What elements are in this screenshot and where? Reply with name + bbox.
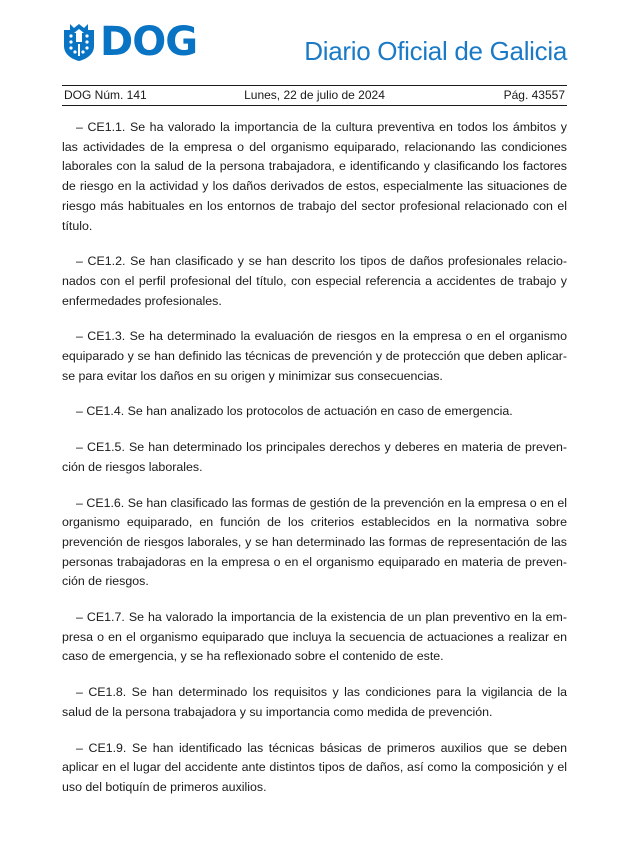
masthead [62,19,567,66]
logo-text: DOG [100,19,198,65]
criterion-paragraph: – CE1.1. Se ha valorado la importancia de la cultura preventiva en todos los ámbitos y las actividades de la empresa o del organismo equiparado, relacionando las condiciones laborales con la salud de la persona trabajadora, e identificando y clasificando los factores de riesgo en la actividad y los daños derivados de estos, especialmente las situaciones de riesgo más habituales en los entornos de trabajo del sector profesional relacionado con el título. [62,120,567,233]
criterion-paragraph: – CE1.2. Se han clasificado y se han descrito los tipos de daños profesionales relacionados con el perfil profesional del título, con especial referencia a accidentes de trabajo y enfermedades profesionales. [62,254,567,308]
page-number: Pág. 43557 [503,88,565,102]
galicia-coat-of-arms-icon [62,22,96,62]
criterion-paragraph: – CE1.7. Se ha valorado la importancia de la existencia de un plan preventivo en la empresa o en el organismo equiparado que incluya la secuencia de actuaciones a realizar en caso de emergencia, y se ha reflexionado sobre el contenido de este. [62,610,567,664]
criterion-paragraph: – CE1.4. Se han analizado los protocolos de actuación en caso de emergencia. [76,404,513,419]
issue-date: Lunes, 22 de julio de 2024 [244,88,385,102]
journal-title: Diario Oficial de Galicia [304,36,567,66]
issue-bar [62,85,567,106]
criterion-paragraph: – CE1.8. Se han determinado los requisitos y las condiciones para la vigilancia de la salud de la persona trabajadora y su importancia como medida de prevención. [62,685,567,719]
criterion-paragraph: – CE1.6. Se han clasificado las formas de gestión de la prevención en la empresa o en el organismo equiparado, en función de los criterios establecidos en la normativa sobre prevención de riesgos laborales, y se han determinado las formas de representación de las personas trabajadoras en la empresa o en el organismo equiparado en materia de prevención de riesgos. [62,495,567,589]
criterion-paragraph: – CE1.3. Se ha determinado la evaluación de riesgos en la empresa o en el organismo equiparado y se han definido las técnicas de prevención y de protección que deben aplicarse para evitar los daños en su origen y minimizar sus consecuencias. [62,329,567,383]
criterion-paragraph: – CE1.9. Se han identificado las técnicas básicas de primeros auxilios que se deben aplicar en el lugar del accidente ante distintos tipos de daños, así como la composición y el uso del botiquín de primeros auxilios. [62,740,567,794]
criterion-paragraph: – CE1.5. Se han determinado los principales derechos y deberes en materia de prevención de riesgos laborales. [62,440,567,474]
document-body [62,118,567,814]
dog-logo [62,19,198,65]
issue-number: DOG Núm. 141 [64,88,147,102]
